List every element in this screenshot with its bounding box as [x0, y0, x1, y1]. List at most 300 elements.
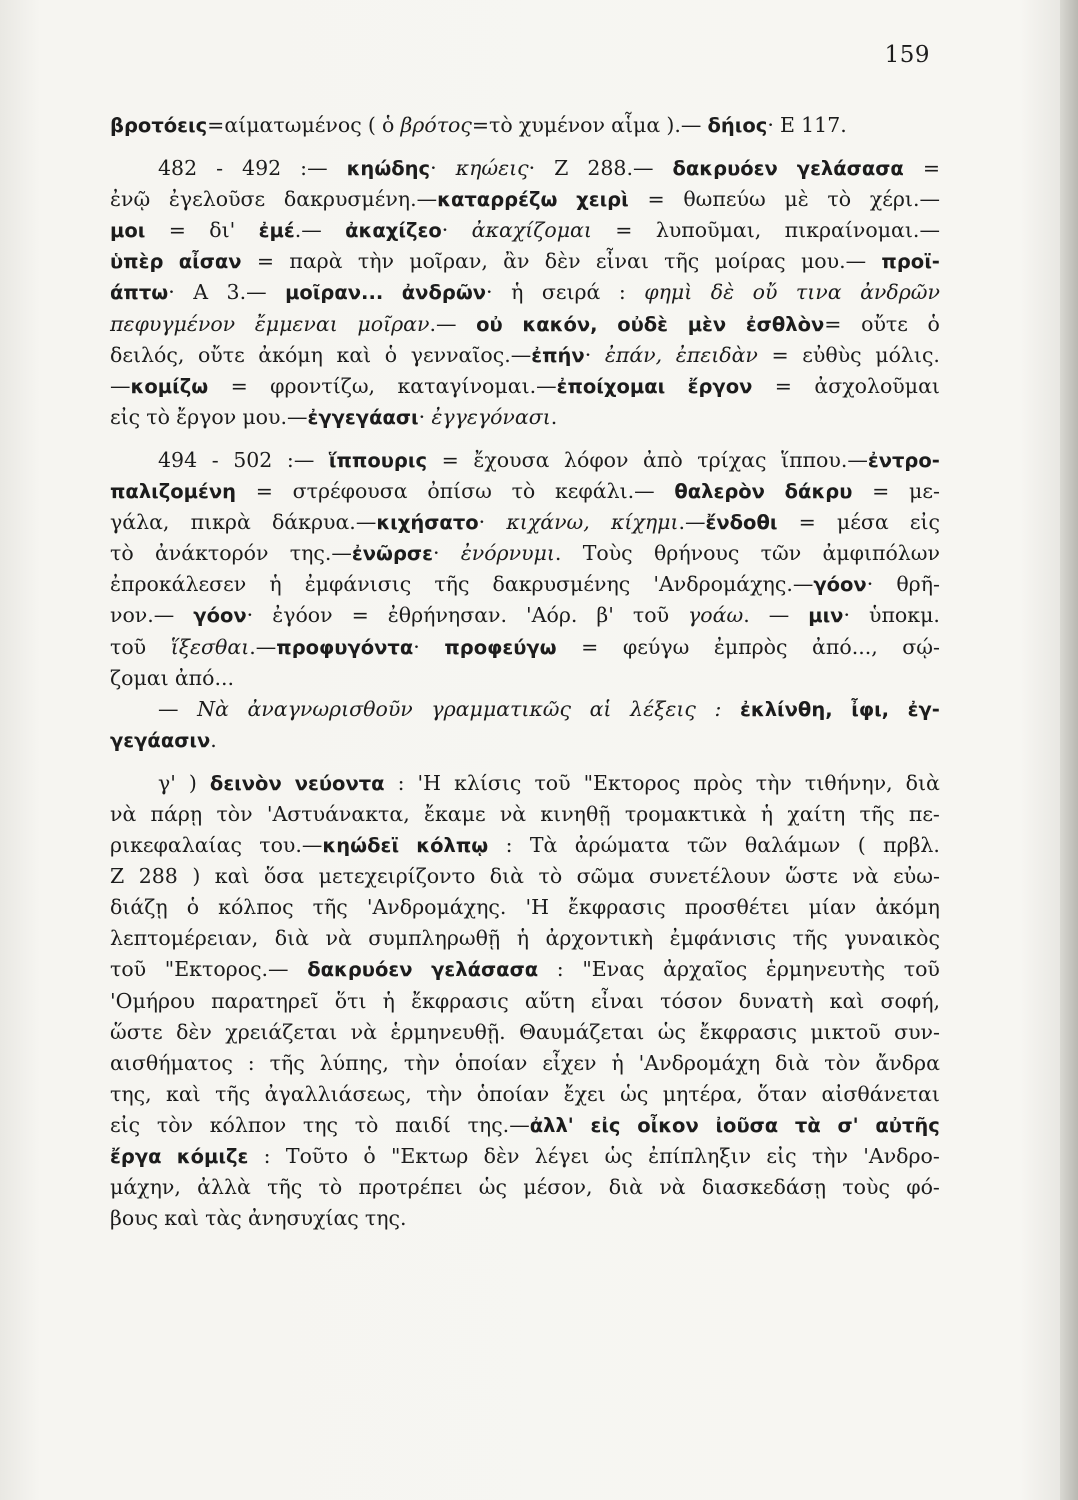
word [875, 892, 940, 923]
word [257, 246, 274, 277]
word-part: = [581, 634, 599, 659]
word-part: = [824, 311, 842, 336]
word-part: σῴ- [902, 634, 940, 659]
word-part: προσθέτει [684, 895, 790, 920]
word-part: με- [909, 479, 940, 504]
word [267, 1172, 302, 1203]
word-part: του.— [259, 833, 323, 858]
word [248, 1203, 359, 1234]
word [656, 215, 761, 246]
word [218, 892, 293, 923]
word [290, 538, 440, 569]
text-line [110, 632, 940, 663]
word-part: · [478, 510, 486, 535]
word-part: εὐθὺς [802, 342, 862, 367]
italic-term: ἐπάν, [604, 342, 663, 367]
headword: ἔνδοθι [705, 511, 778, 535]
word [307, 954, 412, 985]
word [772, 340, 789, 371]
word [345, 215, 448, 246]
word-part: ὡς [620, 1081, 649, 1106]
word [275, 923, 309, 954]
word-part: · [418, 404, 426, 429]
word-part: τὰς [205, 1206, 242, 1231]
text-line [110, 309, 940, 340]
headword: αὐτῆς [875, 1113, 940, 1137]
word-part: ἔκφρασις [699, 1019, 797, 1044]
word [693, 768, 742, 799]
word [139, 861, 178, 892]
word [398, 768, 405, 799]
word-part: της.— [467, 1112, 530, 1137]
word-part: β' [596, 603, 614, 628]
word-part: τοῦ [110, 957, 147, 982]
word [904, 954, 940, 985]
text-line [110, 725, 940, 756]
word-part: Τοῦτο [285, 1144, 349, 1168]
word [357, 309, 456, 340]
word [785, 476, 853, 507]
word-part: ἀκόμη [258, 342, 323, 367]
word [335, 986, 367, 1017]
word-part: ἐμπρὸς [713, 634, 788, 659]
word [506, 830, 513, 861]
word [215, 861, 250, 892]
text-line [110, 110, 940, 141]
headword: κόμιζε [176, 1145, 249, 1168]
word-part: δι' [209, 218, 236, 243]
word [894, 1017, 940, 1048]
word [909, 476, 940, 507]
word-part: τὴν [426, 1081, 463, 1106]
word-part: πρὸς [693, 770, 743, 795]
headword: οὐδὲ [617, 312, 669, 336]
word [511, 277, 523, 308]
text-line [110, 768, 940, 799]
word-part: τὸ [538, 864, 563, 889]
word-part: "Εκτορος [583, 770, 681, 795]
word [908, 694, 940, 725]
word-part: χρειάζεται [225, 1019, 338, 1044]
word [630, 694, 696, 725]
word [110, 538, 134, 569]
word [542, 1048, 596, 1079]
headword: ἐπήν [531, 343, 585, 367]
word [851, 694, 889, 725]
word [525, 986, 575, 1017]
word-part: - [211, 447, 219, 472]
text-line [110, 663, 940, 694]
word-part: · [168, 280, 175, 305]
word [625, 799, 747, 830]
headword: παλιζομένη [110, 480, 237, 504]
word [285, 277, 383, 308]
word [158, 694, 179, 725]
headword: ἵππουρις [328, 448, 428, 472]
word [176, 402, 236, 433]
headword: καταρρέζω [437, 188, 558, 212]
word-part: - [216, 156, 224, 181]
text-line [110, 1203, 940, 1234]
page-edge-shadow [1060, 0, 1078, 1500]
word [479, 1172, 507, 1203]
word-part: — [768, 603, 790, 628]
word [157, 1110, 193, 1141]
text-line [110, 923, 940, 954]
word-part: διὰ [775, 1050, 810, 1075]
word-part: Α [193, 280, 209, 305]
italic-term: ἔμμεναι [254, 311, 338, 336]
word [526, 600, 577, 631]
word [110, 569, 246, 600]
word-part: προτρέπει [358, 1175, 463, 1200]
word-part: διάζῃ [110, 895, 168, 920]
word-part: ἄνδρα [875, 1050, 940, 1075]
word [663, 1079, 743, 1110]
word [620, 1079, 648, 1110]
word-part: χαίτη [787, 801, 846, 826]
word [757, 1079, 807, 1110]
word-part: ὡς [657, 1019, 686, 1044]
word-part: καὶ [214, 864, 250, 889]
word [687, 830, 728, 861]
word [472, 215, 592, 246]
word [209, 215, 235, 246]
word-part: ὅταν [757, 1081, 808, 1106]
italic-term: τινα [795, 280, 842, 305]
word-part: · [430, 156, 437, 181]
word-part: μόλις. [875, 342, 940, 367]
word-part: δυνατὴ [738, 988, 814, 1013]
word-part: ἔχουσα [473, 447, 550, 472]
word-part: τὸ [146, 404, 170, 429]
word-part: τῆς [267, 1175, 303, 1200]
word-part: τοὺς [842, 1175, 890, 1200]
word [554, 153, 568, 184]
word [158, 153, 197, 184]
word [272, 600, 332, 631]
word-part: θρήνους [653, 541, 740, 566]
italic-term: φημὶ [644, 280, 693, 305]
word [902, 632, 940, 663]
word [780, 110, 795, 141]
word-part: .— [429, 311, 457, 336]
word-part: ἀρχαῖος [663, 957, 748, 982]
headword: ἔργα [110, 1145, 162, 1168]
word-part: ἡ [511, 280, 524, 305]
word-part: κινηθῇ [540, 801, 611, 826]
word [875, 1110, 939, 1141]
word-part: =αίματωμένος [207, 113, 362, 137]
word-part: ἀσχολοῦμαι [814, 373, 940, 398]
headword: μὲν [687, 312, 727, 336]
word [431, 694, 571, 725]
word-part: τοῦ [110, 634, 147, 659]
word-part: τῶν [687, 833, 728, 858]
word [666, 110, 701, 141]
word-part: μοίρας [714, 249, 786, 274]
word [812, 1141, 848, 1172]
word-part: λεπτομέρειαν, [110, 926, 259, 951]
headword: κηώδεϊ [322, 834, 399, 858]
word-part: ὁ [381, 113, 395, 137]
headword: ἐγ- [907, 697, 940, 721]
word [814, 371, 940, 402]
word-part: 288 [138, 864, 178, 889]
word-part: · [441, 218, 449, 243]
word-part: καὶ [829, 988, 865, 1013]
italic-term: λέξεις [630, 696, 696, 721]
word [711, 277, 734, 308]
word [473, 445, 549, 476]
headword: γελάσασα [431, 958, 539, 982]
word [688, 600, 750, 631]
word-part: μου.— [242, 404, 308, 429]
headword: ἐκλίνθη, [740, 697, 833, 721]
word [822, 1079, 940, 1110]
word-part: = [441, 447, 459, 472]
word-part: ὥστε [110, 1019, 163, 1044]
word-part: 'Η [417, 770, 442, 795]
headword: ἀνδρῶν [401, 281, 487, 305]
word [313, 892, 348, 923]
word-part: ἀγαλλιάσεως, [264, 1081, 412, 1106]
word [863, 1141, 940, 1172]
word [110, 954, 146, 985]
word-part: = [872, 479, 890, 504]
word [761, 799, 773, 830]
word-part: ἑρμηνευθῇ. [390, 1019, 506, 1044]
word [434, 569, 469, 600]
headword: ἔργον [687, 374, 753, 398]
word-part: θαλάμων [744, 833, 841, 858]
word-part: δὲν [483, 1144, 520, 1168]
headword: τὰ [794, 1113, 821, 1137]
text-line [110, 1172, 940, 1203]
word [688, 371, 753, 402]
word [110, 1017, 163, 1048]
word-part: ἑρμηνευτὴς [765, 957, 886, 982]
word [781, 445, 940, 476]
word-part: = [922, 156, 940, 181]
word-part: τὴν [403, 1050, 440, 1075]
word [522, 309, 597, 340]
word [146, 402, 170, 433]
word [799, 507, 816, 538]
word [715, 1110, 778, 1141]
word [176, 1017, 212, 1048]
word-part: φροντίζω, [270, 373, 376, 398]
word-part: στρέφουσα [292, 479, 408, 504]
text-line [110, 986, 940, 1017]
text-line [110, 1110, 940, 1141]
word-part: ὀπίσω [427, 479, 492, 504]
word [639, 1048, 761, 1079]
word-part: διὰ [905, 770, 940, 795]
word-part: εἶναι [595, 249, 649, 274]
word-part: ἡ [516, 926, 530, 951]
word-part: πικραίνομαι.— [784, 218, 940, 243]
headword: μιν [808, 604, 844, 628]
word-part: αὕτη [524, 988, 575, 1013]
word [647, 184, 664, 215]
text-line [110, 538, 940, 569]
word [177, 1141, 249, 1172]
word-part: διασκεδάσῃ [701, 1175, 827, 1200]
word [740, 694, 833, 725]
word-part: 494 [158, 447, 198, 472]
word [110, 1172, 181, 1203]
word [837, 507, 889, 538]
word-part: τὸ [354, 1112, 379, 1137]
word [796, 277, 842, 308]
word-part: : [556, 957, 564, 982]
word [352, 600, 369, 631]
word-part: νον.— [110, 603, 175, 628]
word-part: 'Αόρ. [526, 603, 578, 628]
text-line [110, 153, 940, 184]
text-line [110, 246, 940, 277]
word-part: ὁ [186, 895, 200, 920]
word [542, 277, 601, 308]
headword: ἐμέ [258, 219, 295, 243]
word [714, 694, 721, 725]
word [110, 1203, 158, 1234]
word [615, 215, 632, 246]
word-part: ἔργον [176, 404, 237, 429]
word-part: λυποῦμαι, [655, 218, 762, 243]
word [674, 476, 765, 507]
word-part: δάκρυα.— [271, 510, 377, 535]
headword: δακρυόεν [307, 958, 413, 982]
word-part: της [302, 1112, 338, 1137]
word-part: 'Ανδρο- [863, 1144, 940, 1168]
word-part: · [528, 156, 536, 181]
word [659, 1172, 685, 1203]
word [714, 632, 788, 663]
text-line [110, 215, 940, 246]
word-part: Ε [780, 113, 795, 137]
word-part: νὰ [499, 801, 527, 826]
word [179, 246, 242, 277]
word [365, 1203, 407, 1234]
italic-term: κίχημι [610, 510, 679, 535]
word [272, 507, 485, 538]
italic-term: δὲ [710, 280, 735, 305]
text-line [110, 861, 940, 892]
text-line [110, 277, 940, 308]
word-part: τὸν [156, 1112, 194, 1137]
word-part: αἰσθάνεται [821, 1081, 940, 1106]
headword: δήιος [707, 114, 768, 137]
word [506, 507, 589, 538]
word-part: = [230, 373, 248, 398]
headword: γόον [193, 604, 247, 628]
word [623, 632, 689, 663]
word [391, 1141, 468, 1172]
word [289, 246, 342, 277]
italic-term: ἐνόρνυμι [460, 541, 555, 566]
word [216, 799, 252, 830]
word-part: συμπληρωθῇ [368, 926, 501, 951]
text-line [110, 600, 940, 631]
word [270, 371, 375, 402]
word [923, 153, 940, 184]
word-part: Τὰ [529, 833, 558, 858]
word-part: — [110, 373, 131, 398]
word-part: καταγίνομαι.— [397, 373, 557, 398]
word-part: ἡ [611, 1050, 624, 1075]
word [454, 768, 521, 799]
word-part: 'Ανδρομάχης.— [653, 572, 814, 597]
word [424, 799, 486, 830]
word-part: = [615, 218, 633, 243]
word [564, 445, 629, 476]
word [476, 309, 503, 340]
word [358, 246, 394, 277]
word [928, 309, 940, 340]
word [110, 663, 169, 694]
word [761, 538, 802, 569]
word-part: ἀρώματα [574, 833, 670, 858]
word-part: σειρά [541, 280, 601, 305]
word [320, 1048, 389, 1079]
word-part: μίαν [808, 895, 857, 920]
word [404, 1048, 440, 1079]
word-part: 'Η [525, 895, 549, 920]
word [766, 954, 885, 985]
word [337, 340, 372, 371]
word [409, 246, 488, 277]
word-part: :— [286, 447, 315, 472]
word [881, 246, 939, 277]
word [872, 476, 889, 507]
word [769, 600, 790, 631]
word-part: θρῆ- [896, 572, 940, 597]
word [110, 340, 184, 371]
italic-term: : [714, 696, 722, 721]
word [535, 1141, 590, 1172]
headword: βροτόεις [110, 114, 208, 137]
word [658, 1017, 686, 1048]
word-part: ἔκφρασις [568, 895, 666, 920]
word [808, 600, 850, 631]
word [664, 246, 699, 277]
word [171, 632, 420, 663]
headword: γελάσασα [796, 157, 904, 181]
word [805, 768, 893, 799]
word [395, 1110, 451, 1141]
word-part: . [554, 541, 562, 566]
word-part: ἐμφάνισις [669, 926, 777, 951]
word [643, 445, 683, 476]
word-part: ( [367, 113, 376, 137]
word-part: . [743, 603, 750, 628]
word [197, 1172, 251, 1203]
word [653, 569, 873, 600]
word-part: εἶχεν [542, 1050, 597, 1075]
word [110, 830, 242, 861]
word [644, 277, 692, 308]
text-line [110, 445, 940, 476]
word [110, 309, 235, 340]
word [110, 507, 169, 538]
headword: εἰς [590, 1113, 621, 1137]
word-part: συνετέλουν [649, 864, 771, 889]
word-part: ) [188, 770, 197, 795]
word [225, 1017, 337, 1048]
word-part: 482 [158, 156, 198, 181]
